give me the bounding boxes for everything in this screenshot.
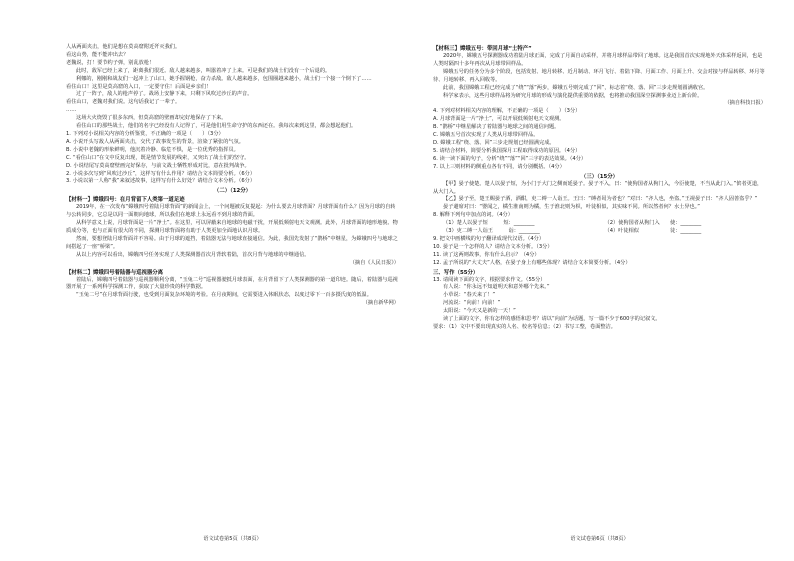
questions-1-3 bbox=[66, 131, 399, 186]
text-line: 【甲】晏子使楚。楚人以晏子短，为小门于大门之侧而延晏子。晏子不入，曰：“使狗国者从狗门入，今臣使楚，不当从此门入。”傧者更道，从大门入。 bbox=[433, 180, 763, 195]
questions-4-7 bbox=[433, 108, 766, 171]
text-line: 8. 解释下列句中加点的词。（4分） bbox=[433, 212, 513, 219]
text-line: 7. 以上三则材料的侧重点各有不同，请分别概括。（4分） bbox=[433, 163, 565, 170]
text-line: C. “看住山口”在文中反复出现，既是情节发展的线索，又突出了战士们的坚守。 bbox=[66, 154, 250, 161]
word-pair-1 bbox=[443, 220, 766, 228]
page-footer-left: 语文试卷第5页（共8页） bbox=[203, 536, 262, 542]
text-line: 2020年，嫦娥五号探测器成功着陆月球正面，完成了月面自动采样，并将月球样品带回了地球。这是我国首次实现地外天体采样返回，也是人类时隔四十多年再次从月球带回样品。 bbox=[433, 53, 763, 67]
text-line: 看这山势，能不能冲出去？ bbox=[66, 51, 129, 58]
text-line: 2. 小说多次写到“风吹过沙丘”，这样写有什么作用？请结合文本简要分析。（6分） bbox=[66, 170, 256, 177]
text-line: B. 小说中老魏的形象鲜明，他沉着冷静、临危不惧，是一位优秀的指挥员。 bbox=[66, 146, 239, 153]
text-line: 从科学意义上说，月球背面是一片“净土”。在这里，可以屏蔽来自地球的电磁干扰，开展低频射电天文观测。此外，月球背面的地形地貌、物质成分等，也与正面有很大的不同，探测月球背面将有助于人类更加全面地认识月球。 bbox=[66, 220, 398, 235]
text-line: 要求：（1）文中不要出现真实的人名、校名等信息；（2）书写工整，卷面整洁。 bbox=[433, 324, 616, 330]
text-line: 3. 小说以第一人称“我”来叙述故事，这样写有什么好处？请结合文本分析。（6分） bbox=[66, 178, 256, 185]
text-line: 河流说：“向前！向前！” bbox=[443, 300, 501, 307]
text-line: 老魏说，打！要节约子弹，别乱放枪！ bbox=[66, 59, 155, 66]
classical-text bbox=[433, 181, 766, 213]
word-item: （1）楚人以晏子短 短：________ bbox=[443, 220, 535, 227]
text-line: …… bbox=[66, 107, 77, 114]
text-line: 看住山口，老魏对我们说。这句话我记了一辈子。 bbox=[66, 99, 181, 106]
word-item: （2）使狗国者从狗门入 使：________ bbox=[604, 220, 702, 227]
text-line: B. “鹊桥”中继星解决了着陆器与地球之间的通信问题。 bbox=[433, 124, 560, 131]
text-line: 此前，我国嫦娥工程已经完成了“绕”“落”两步，嫦娥五号则完成了“回”，标志着“绕、落、回”三步走规划圆满收官。 bbox=[443, 84, 709, 91]
text-line: 6. 读一读下面的句子，分析“绕”“落”“回”三字的表达效果。（4分） bbox=[433, 155, 587, 162]
text-line: 11. 读了这两则故事，你有什么启示？（4分） bbox=[433, 251, 540, 258]
text-line: 然而，要想登陆月球背面并不容易。由于月球的遮挡，着陆器无法与地球直接通信。为此，我国先发射了“鹊桥”中继星，为嫦娥四号与地球之间搭起了一座“桥梁”。 bbox=[66, 235, 398, 250]
text-line: 利娜的，刚刚和战友们一起冲上了山口，她手握钢枪，奋力杀敌。敌人越来越多，包围圈越来越小，战士们一个接一个倒下了…… bbox=[76, 75, 372, 82]
text-line: 此时，敌军已经上来了，距离我们很近。敌人越来越多，叫嚣着冲了上来。可是我们的战士们没有一个后退的。 bbox=[76, 67, 331, 74]
question-8 bbox=[433, 212, 766, 220]
text-line: 看住山口！这里是莫高窟的入口，一定要守住！后面是乡亲们！ bbox=[66, 83, 212, 90]
text-line: 看住山口的那些战士，他们的名字已经没有人记得了，可是他们用生命守护的东西还在。我每次来到这里，都会想起他们。 bbox=[76, 123, 357, 130]
text-line: 10. 晏子是一个怎样的人？请结合文本分析。（3分） bbox=[433, 243, 553, 250]
right-column bbox=[433, 44, 766, 543]
text-line: A. 小说开头写敌人从两面夹击，交代了故事发生的背景，渲染了紧张的气氛。 bbox=[66, 138, 244, 145]
essay-prompt bbox=[433, 277, 766, 332]
material-3-text bbox=[433, 53, 766, 100]
text-line: 5. 请结合材料，简要分析我国探月工程取得成功的原因。（4分） bbox=[433, 147, 581, 154]
text-line: 嫦娥五号的任务分为多个阶段，包括发射、地月转移、近月制动、环月飞行、着陆下降、月面工作、月面上升、交会对接与样品转移、环月等待、月地转移、再入回收等。 bbox=[433, 68, 765, 83]
text-line: 着陆后，嫦娥四号着陆器与巡视器顺利分离，“玉兔二号”巡视器驶抵月球表面，在月背留下了人类探测器的第一道印迹。随后，着陆器与巡视器开展了一系列科学探测工作，获取了大量珍贵的科学数据。 bbox=[66, 276, 398, 291]
section-2-heading: （二）（12分） bbox=[213, 188, 252, 195]
text-line: 人从两面夹击，他们是想在莫高窟附近歼灭我们。 bbox=[66, 44, 181, 50]
left-column bbox=[66, 44, 399, 543]
material-1-title: 【材料一】嫦娥四号：在月背留下人类第一道足迹 bbox=[66, 197, 185, 204]
questions-9-12 bbox=[433, 236, 766, 268]
word-item: （4）叶徒相似 徒：________ bbox=[604, 228, 702, 235]
story-text bbox=[66, 44, 399, 131]
text-line: 这场大火烧毁了很多东西，但莫高窟的壁画却完好地保存了下来。 bbox=[76, 115, 227, 122]
text-line: 过了一阵子，敌人的枪声停了。战场上安静下来，只剩下风吹过沙丘的声音。 bbox=[76, 91, 253, 98]
text-line: 【乙】晏子至，楚王赐晏子酒，酒酣，吏二缚一人诣王。王曰：“缚者曷为者也？”对曰：“齐人也，坐盗。”王视晏子曰：“齐人固善盗乎？” bbox=[443, 196, 758, 203]
text-line: 有人说：“你永远不知道明天和意外哪个先来。” bbox=[443, 284, 550, 291]
material-1-text bbox=[66, 204, 399, 259]
text-line: 2019年，在一次发布“嫦娥四号着陆月球背面”的新闻会上，一个问题被反复提起：为什么要去月球背面？月球背面有什么？因为月球的自转与公转同步，它总是以同一面朝向地球，所以我们在地球上永远看不到月球的背面。 bbox=[66, 204, 396, 219]
material-3-source: （摘自科技日报） bbox=[724, 100, 766, 107]
text-line: 1. 下列对小说相关内容的分析鉴赏，不正确的一项是（ ）（3分） bbox=[66, 130, 224, 137]
text-line: “玉兔二号”在月球背面行驶，也受到月面复杂环境的考验。在月夜期间，它需要进入休眠状态，以度过零下一百多摄氏度的低温。 bbox=[76, 292, 372, 299]
page-footer-right: 语文试卷第6页（共8页） bbox=[570, 536, 629, 542]
word-pair-2 bbox=[443, 228, 766, 236]
writing-section-heading: 三、写作（55分） bbox=[433, 269, 479, 276]
text-line: A. 月球背面是一片“净土”，可以开展低频射电天文观测。 bbox=[433, 116, 565, 123]
word-item: （3）吏二缚一人诣王 诣：________ bbox=[443, 228, 540, 235]
text-line: D. 嫦娥工程“绕、落、回”三步走规划已经圆满完成。 bbox=[433, 139, 555, 146]
text-line: 12. 孟子所说的“大丈夫”人格，在晏子身上有哪些体现？请结合文本简要分析。（4分） bbox=[433, 259, 631, 266]
text-line: 13. 请阅读下面的文字，根据要求作文。（55分） bbox=[433, 276, 546, 283]
text-line: 科学家表示，这些月球样品将为研究月球的形成与演化提供重要的依据，也将推动我国深空探测事业迈上新台阶。 bbox=[443, 92, 703, 99]
text-line: 太阳说：“今天又是新的一天！” bbox=[443, 308, 516, 315]
material-2-text bbox=[66, 277, 399, 301]
text-line: 从以上内容可以看出，嫦娥四号任务实现了人类探测器首次月背软着陆，首次月背与地球的中继通信。 bbox=[76, 251, 310, 258]
text-line: 9. 把文中画横线的句子翻译成现代汉语。（4分） bbox=[433, 235, 545, 242]
material-2-title: 【材料二】嫦娥四号着陆器与巡视器分离 bbox=[66, 269, 164, 276]
material-3-title: 【材料三】嫦娥五号：带回月球“土特产” bbox=[433, 46, 532, 52]
text-line: 晏子避席对曰：“婴闻之，橘生淮南则为橘，生于淮北则为枳，叶徒相似，其实味不同。所以然者何？水土异也。” bbox=[443, 204, 700, 211]
material-2-source: （摘自新华网） bbox=[362, 300, 399, 307]
text-line: D. 小说结尾写莫高窟壁画完好保存，与前文战士牺牲形成对比，意在批判战争。 bbox=[66, 162, 250, 169]
section-3-heading: （三）（15分） bbox=[580, 173, 619, 180]
material-1-source: （摘自《人民日报》） bbox=[349, 259, 399, 266]
text-line: C. 嫦娥五号首次实现了人类从月球带回样品。 bbox=[433, 132, 539, 139]
text-line: 4. 下列对材料相关内容的理解，不正确的一项是（ ）（3分） bbox=[433, 108, 581, 115]
text-line: 读了上面的文字，你有怎样的感悟和思考？请以“向前”为话题，写一篇不少于600字的记叙文。 bbox=[443, 316, 661, 323]
text-line: 小草说：“春天来了！” bbox=[443, 292, 496, 299]
